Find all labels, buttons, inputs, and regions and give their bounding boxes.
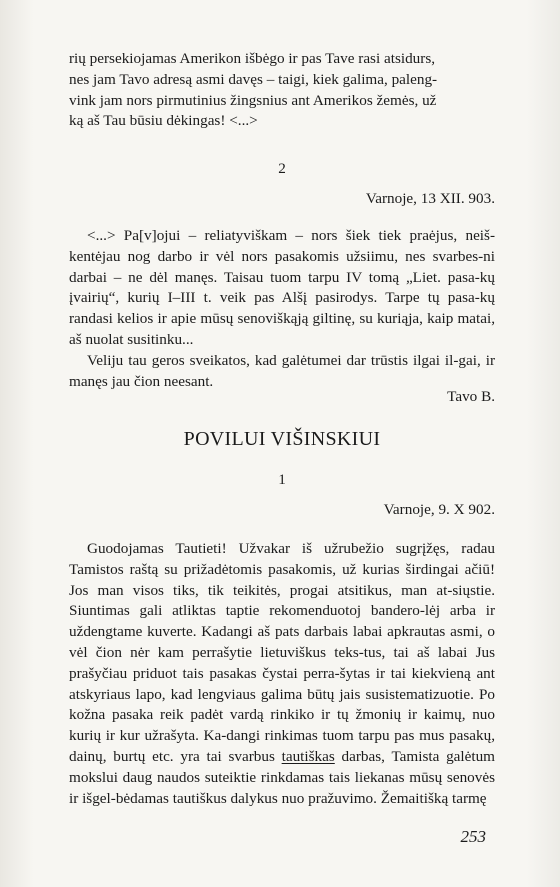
letter-1-text-after: darbas, Tamista galėtum mokslui daug naudos suteiktie rinkdamas tais liekanas mūsų senovės ir išgel-bėdamas tautiškus dalykus nuo pražuvimo. Žemaitišką tarmę [69, 747, 495, 807]
letter-2-paragraph-2: Veliju tau geros sveikatos, kad galėtumei dar trūstis ilgai il-gai, ir manęs jau čion neesant. [69, 351, 495, 390]
letter-2-place-date: Varnoje, 13 XII. 903. [365, 190, 495, 207]
letter-1-number: 1 [278, 471, 286, 488]
previous-letter-ending [69, 49, 495, 132]
text-line: ką aš Tau būsiu dėkingas! <...> [69, 112, 258, 130]
page-number: 253 [460, 827, 486, 846]
letter-2-paragraph-1: <...> Pa[v]ojui – reliatyviškam – nors šiek tiek praėjus, neiš-kentėjau nog darbo ir vėl nors pasakomis užsiimu, nes svarbes-ni darbai – ne dėl manęs. Taisau tuom tarpu IV tomą „Liet. pasa-kų įvairių“, kurių I–III t. veik pas Alšį pasirodys. Tarpe tų pasa-kų randasi kelios ir apie mūsų senoviškąją giltinę, su kuriąja, kaip matai, aš nuolat susitinku... [69, 227, 495, 348]
letter-1-body [69, 539, 495, 809]
letter-2-number: 2 [278, 160, 286, 177]
letter-2-signature: Tavo B. [447, 388, 495, 405]
letter-2-body [69, 226, 495, 392]
section-heading: POVILUI VIŠINSKIUI [183, 428, 381, 450]
letter-1-text-before: Guodojamas Tautieti! Užvakar iš užrubežio sugrįžęs, radau Tamistos raštą su prižadėtomis pasakomis, už kurias širdingai ačiū! Jos man visos tiks, tik teikitės, progai atsitikus, man at-siųstie. Siuntimas gali atliktas taptie rekomenduotoj bandero-lėj arba ir uždengtame kuverte. Kadangi aš pats darbais labai apkrautas asmi, o vėl čion nėr kam perrašytie lietuviškus teks-tus, tai aš labai Jus prašyčiau priduot tais pasakas čystai perra-šytas ir tai kiekvieną ant atskyriaus lapo, kad lengviaus galima būtų jais susistematizuotie. Po kožna pasaka reik padėt vardą rinkiko ir tų žmonių ir kaimų, nuo kurių ir kur užrašyta. Ka-dangi rinkimas tuom tarpu pas mus pasakų, dainų, burtų etc. yra tai svarbus [69, 540, 495, 765]
text-line: vink jam nors pirmutinius žingsnius ant Amerikos žemės, už [69, 91, 437, 109]
text-line: nes jam Tavo adresą asmi davęs – taigi, kiek galima, paleng- [69, 70, 438, 88]
text-line: rių persekiojamas Amerikon išbėgo ir pas Tave rasi atsidurs, [69, 50, 436, 67]
letter-1-place-date: Varnoje, 9. X 902. [383, 501, 495, 518]
underlined-word: tautiškas [281, 747, 335, 765]
letter-1-paragraph [69, 539, 495, 809]
